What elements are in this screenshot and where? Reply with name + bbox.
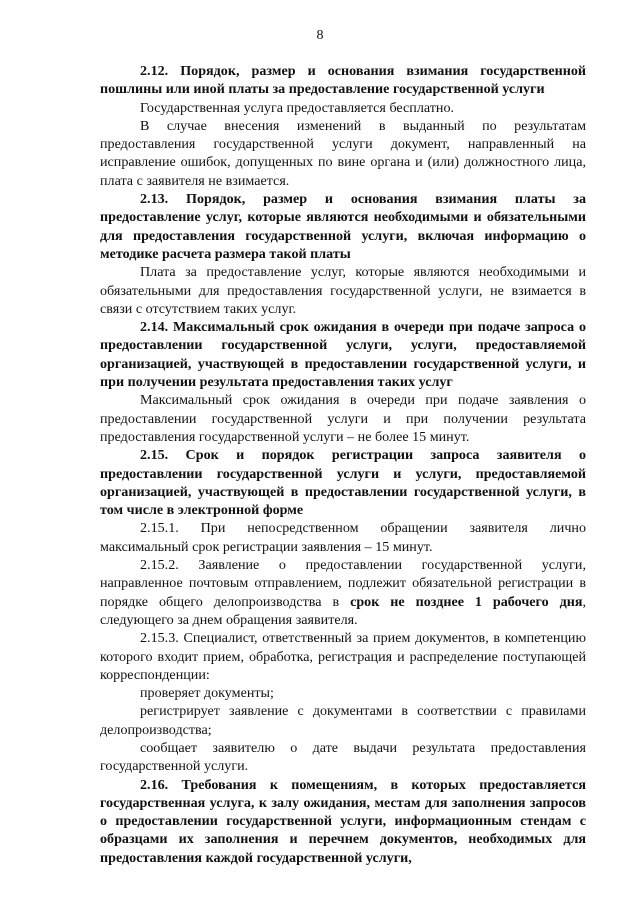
section-2-14-paragraph-1: Максимальный срок ожидания в очереди при подаче заявления о предоставлении государственной услуги и при получении результата предоставления государственной услуги – не более 15 минут. [100,392,586,445]
section-2-15-2-deadline: срок не позднее 1 рабочего дня [350,593,583,610]
section-2-12-paragraph-2: В случае внесения изменений в выданный по результатам предоставления государственной услуги документ, направленный на исправление ошибок, допущенных по вине органа и (или) должностного лица, плата с заявителя не взимается. [100,117,586,189]
section-2-14-heading: 2.14. Максимальный срок ожидания в очереди при подаче запроса о предоставлении государственной услуги, услуги, предоставляемой организацией, участвующей в предоставлении государственной услуги, и при получении результата предоставления таких услуг [100,319,586,391]
section-2-15-3-item-notify: сообщает заявителю о дате выдачи результата предоставления государственной услуги. [100,739,586,775]
section-2-15-heading: 2.15. Срок и порядок регистрации запроса заявителя о предоставлении государственной услуги и услуги, предоставляемой организацией, участвующей в предоставлении государственной услуги, в том числе в электронной форме [100,447,586,519]
section-2-12-paragraph-1: Государственная услуга предоставляется бесплатно. [140,99,455,116]
section-2-15-2-text-end: , следующего за днем обращения заявителя. [100,593,586,628]
section-2-15-3-item-check: проверяет документы; [140,685,274,702]
section-2-15-3-item-register: регистрирует заявление с документами в соответствии с правилами делопроизводства; [100,703,586,738]
document-body [100,62,586,867]
section-2-15-1-paragraph: 2.15.1. При непосредственном обращении заявителя лично максимальный срок регистрации заявления – 15 минут. [100,520,586,555]
page-number: 8 [316,28,324,43]
section-2-15-2-text-start: 2.15.2. Заявление о предоставлении государственной услуги, направленное почтовым отправлением, подлежит обязательной регистрации в порядке общего делопроизводства в [100,557,586,610]
section-2-15-2-paragraph [100,556,586,629]
section-2-13-heading: 2.13. Порядок, размер и основания взимания платы за предоставление услуг, которые являются необходимыми и обязательными для предоставления государственной услуги, включая информацию о методике расчета размера такой платы [100,191,586,262]
section-2-16-heading: 2.16. Требования к помещениям, в которых предоставляется государственная услуга, к залу ожидания, местам для заполнения запросов о предоставлении государственной услуги, информационным стендам с образцами их заполнения и перечнем документов, необходимых для предоставления каждой государственной услуги, [100,776,586,866]
section-2-15-3-paragraph: 2.15.3. Специалист, ответственный за прием документов, в компетенцию которого входит прием, обработка, регистрация и распределение поступающей корреспонденции: [100,630,586,683]
section-2-12-heading: 2.12. Порядок, размер и основания взимания государственной пошлины или иной платы за предоставление государственной услуги [100,63,586,98]
section-2-13-paragraph-1: Плата за предоставление услуг, которые являются необходимыми и обязательными для предоставления государственной услуги, не взимается в связи с отсутствием таких услуг. [100,264,586,317]
